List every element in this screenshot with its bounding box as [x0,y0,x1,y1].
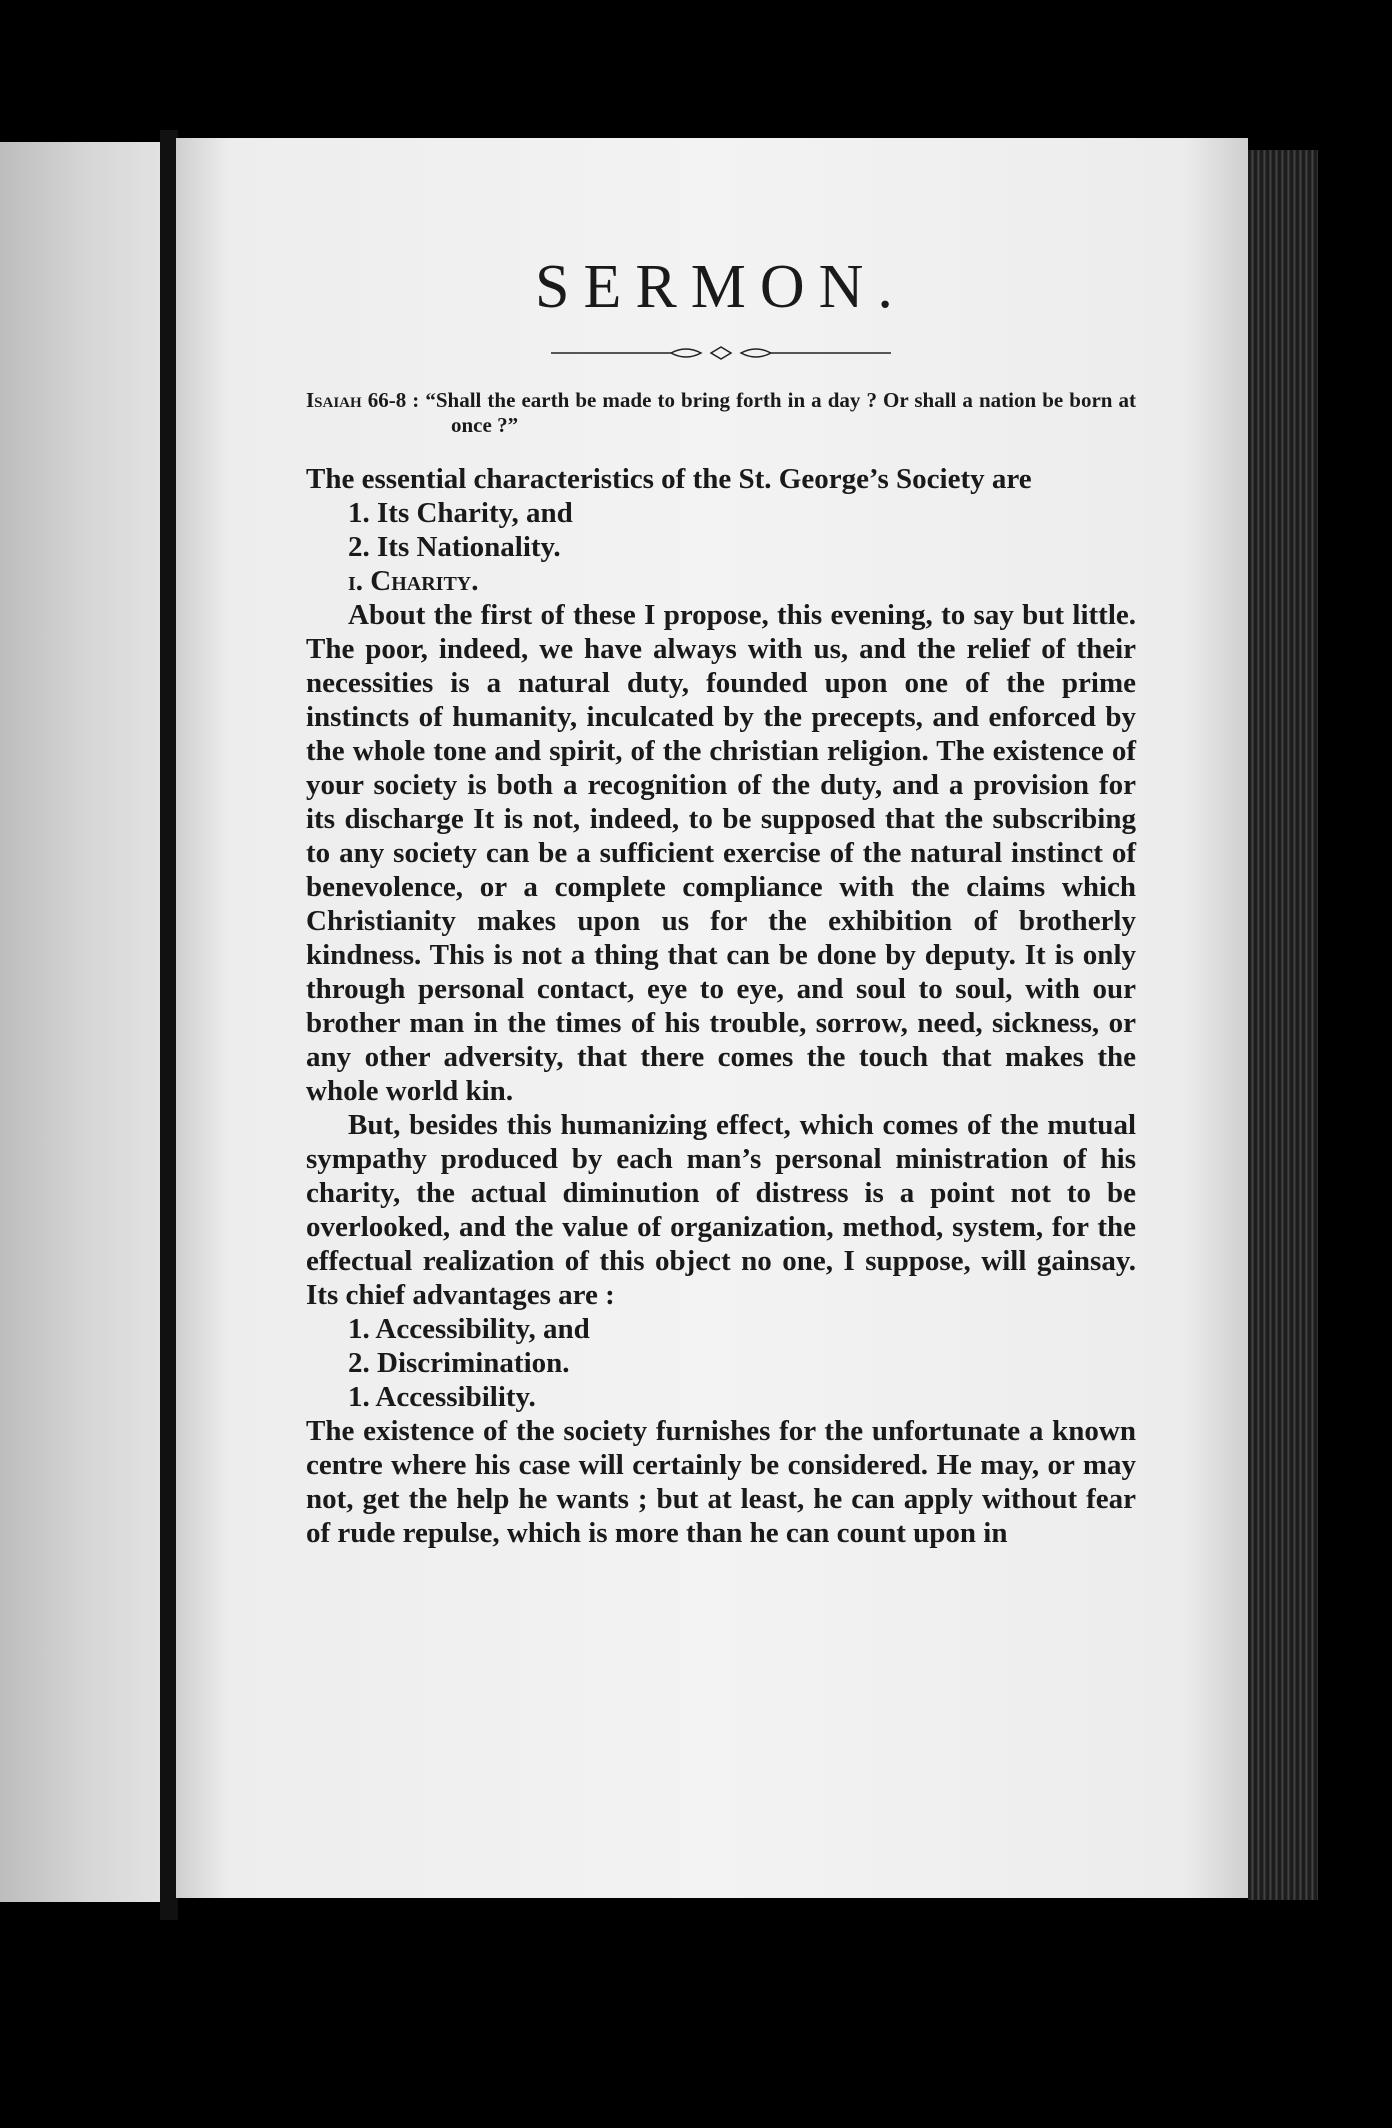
list-item: 2. Discrimination. [348,1347,570,1379]
section-heading: i. Charity. [348,565,479,597]
page-title: SERMON. [535,253,907,321]
ornament-divider [551,344,891,362]
epigraph-quote: “Shall the earth be made to bring forth in a day ? Or shall a nation be born at once ?” [425,388,1137,437]
sermon-body [306,462,1136,1550]
list-item: 1. Accessibility. [348,1381,536,1413]
page-content [306,253,1137,1550]
epigraph-reference: Isaiah 66-8 : [306,388,420,412]
list-item: 1. Its Charity, and [348,497,573,529]
body-paragraph: About the first of these I propose, this evening, to say but little. The poor, indeed, we have always with us, and the relief of their necessities is a natural duty, founded upon one of the prime instincts of humanity, inculcated by the precepts, and enforced by the whole tone and spirit, of the christian religion. The existence of your society is both a recognition of the duty, and a provision for its discharge It is not, indeed, to be supposed that the subscribing to any society can be a sufficient exercise of the natural instinct of benevolence, or a complete compliance with the claims which Christianity makes upon us for the exhibition of brotherly kindness. This is not a thing that can be done by deputy. It is only through personal contact, eye to eye, and soul to soul, with our brother man in the times of his trouble, sorrow, need, sickness, or any other adversity, that there comes the touch that makes the whole world kin. [306,599,1136,1107]
body-paragraph: The existence of the society furnishes for the unfortunate a known centre where his case will certainly be considered. He may, or may not, get the help he wants ; but at least, he can apply without fear of rude repulse, which is more than he can count upon in [306,1415,1136,1549]
page-edges [1248,150,1318,1900]
list-item: 1. Accessibility, and [348,1313,590,1345]
facing-page-edge [0,142,160,1902]
epigraph [306,388,1136,438]
body-paragraph: But, besides this humanizing effect, which comes of the mutual sympathy produced by each man’s personal ministration of his charity, the actual diminution of distress is a point not to be overlooked, and the value of organization, method, system, for the effectual realization of this object no one, I suppose, will gainsay. Its chief advantages are : [306,1109,1136,1311]
book-page [176,138,1248,1898]
intro-paragraph: The essential characteristics of the St. George’s Society are [306,463,1032,495]
list-item: 2. Its Nationality. [348,531,561,563]
